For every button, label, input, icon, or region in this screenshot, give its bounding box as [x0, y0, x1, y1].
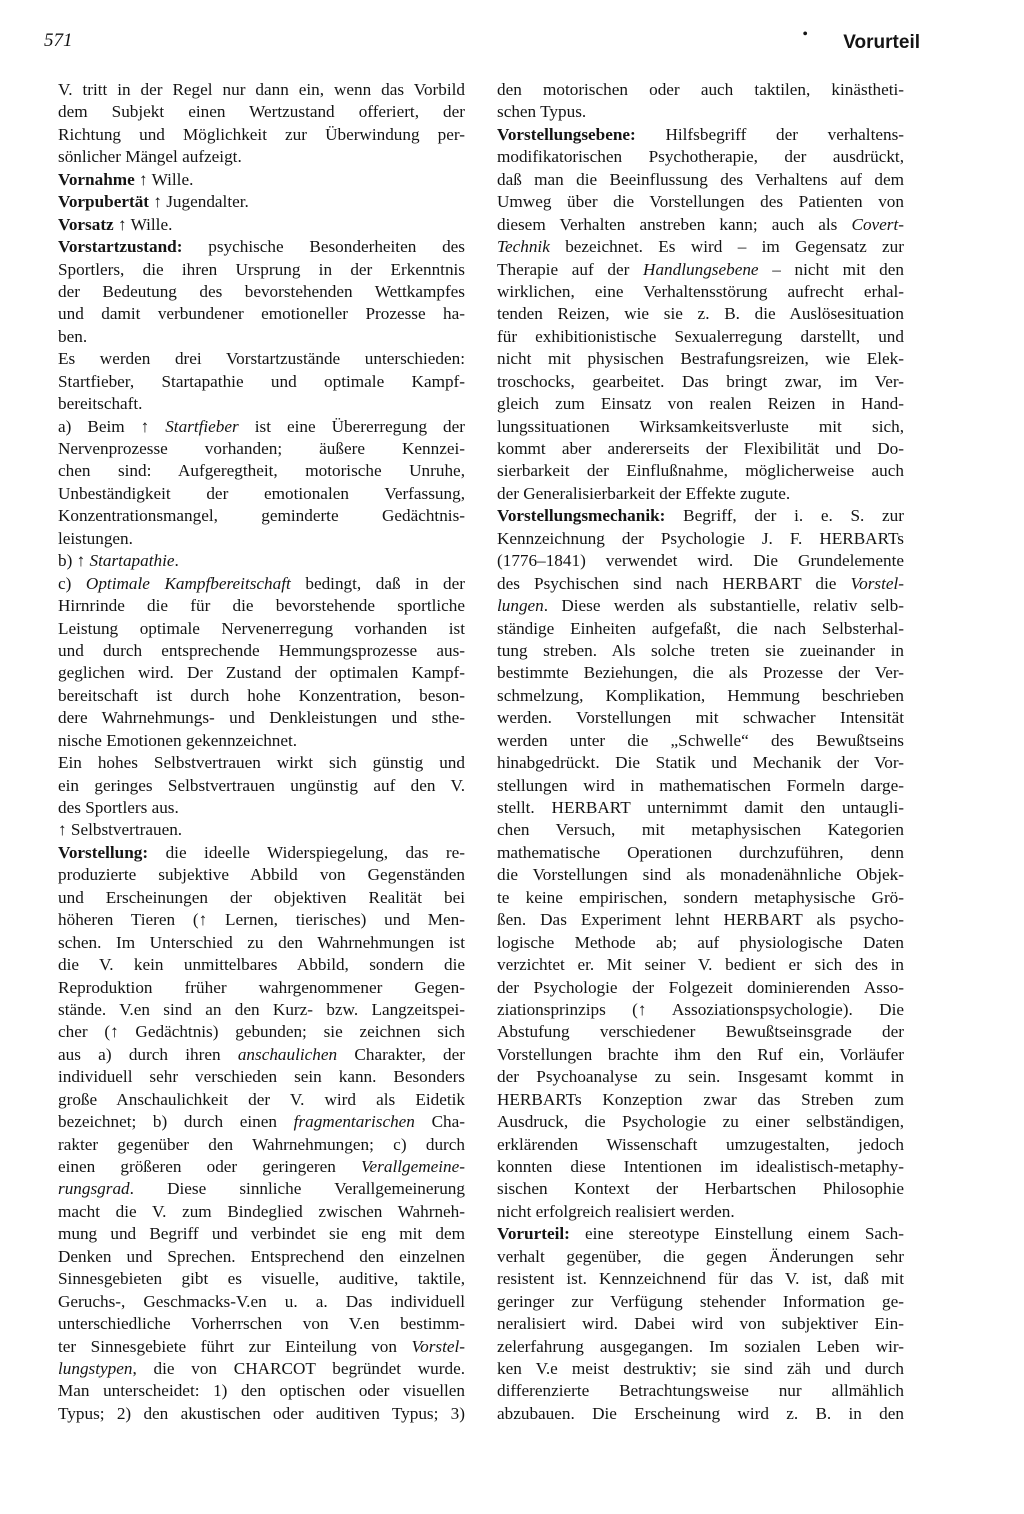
line-text: neralisiert wird. Dabei wird von subjektiver Ein- — [497, 1314, 904, 1334]
left-text-line — [58, 416, 465, 438]
left-text-line — [58, 1291, 465, 1313]
italic-term: Handlungsebene — [643, 259, 759, 279]
left-text-line — [58, 348, 465, 370]
line-text: stände. V.en sind an den Kurz- bzw. Langzeitspei- — [58, 999, 465, 1019]
right-text-line — [497, 640, 904, 662]
line-text: geringer zur Verfügung stehender Information ge- — [497, 1291, 904, 1311]
line-text: Konzentrationsmangel, geminderte Gedächtnis- — [58, 506, 465, 526]
line-text: des Psychischen sind nach HERBART die — [497, 573, 851, 593]
right-text-line — [497, 460, 904, 482]
line-text: Sinnesgebieten gibt es visuelle, auditive, taktile, — [58, 1269, 465, 1289]
italic-term: Technik — [497, 237, 550, 257]
line-text: c) — [58, 573, 86, 593]
right-text-line — [497, 371, 904, 393]
right-text-line — [497, 303, 904, 325]
line-text: differenzierte Betrachtungsweise nur allmählich — [497, 1381, 904, 1401]
line-text: die ideelle Widerspiegelung, das re- — [148, 842, 465, 862]
left-text-line — [58, 393, 465, 415]
line-text: ter Sinnesgebiete führt zur Einteilung von — [58, 1336, 412, 1356]
line-text: für exhibitionistische Sexualerregung darstellt, und — [497, 326, 904, 346]
line-text: einen größeren oder geringeren — [58, 1157, 361, 1176]
line-text: tung streben. Als solche treten sie zueinander in — [497, 640, 904, 660]
line-text: bedingt, daß in der — [290, 573, 465, 593]
left-text-line — [58, 1066, 465, 1088]
right-text-line — [497, 595, 904, 617]
left-text-line — [58, 954, 465, 976]
line-text: Cha- — [414, 1112, 465, 1132]
line-text: und damit verbundener emotioneller Prozesse ha- — [58, 304, 465, 324]
right-text-line — [497, 259, 904, 281]
line-text: troschocks, gearbeitet. Das bringt zwar, im Ver- — [497, 371, 904, 391]
left-text-line — [58, 460, 465, 482]
line-text: macht die V. zum Bindeglied zwischen Wahrneh- — [58, 1201, 465, 1221]
line-text: sönlicher Mängel aufzeigt. — [58, 147, 242, 167]
left-text-line — [58, 169, 465, 191]
right-text-line — [497, 954, 904, 976]
entry-headword: Vorurteil: — [497, 1224, 570, 1244]
line-text: ↑ Selbstvertrauen. — [58, 820, 183, 840]
italic-term: anschaulichen — [237, 1044, 338, 1064]
right-text-line — [497, 819, 904, 841]
line-text: bezeichnet; b) durch einen — [58, 1112, 294, 1132]
left-text-line — [58, 640, 465, 662]
right-text-line — [497, 685, 904, 707]
entry-headword: Vorstellung: — [58, 842, 149, 862]
line-text: individuell sehr verschieden sein kann. Besonders — [58, 1067, 465, 1087]
line-text: bezeichnet. Es wird – im Gegensatz zur — [549, 237, 904, 257]
right-text-line — [497, 281, 904, 303]
italic-term: Verallgemeine- — [360, 1157, 465, 1176]
line-text: modifikatorischen Psychotherapie, der ausdrückt, — [497, 147, 904, 167]
left-text-line — [58, 887, 465, 909]
line-text: ßen. Das Experiment lehnt HERBART als psycho- — [497, 910, 904, 930]
running-head: Vorurteil — [843, 32, 920, 53]
line-text: wirklichen, eine Verhaltensstörung aufrecht erhal- — [497, 281, 904, 301]
italic-term: Vorstel- — [411, 1336, 465, 1356]
right-text-line — [497, 618, 904, 640]
right-text-line — [497, 842, 904, 864]
left-text-line — [58, 909, 465, 931]
line-text: Leistung optimale Nervenerregung vorhanden ist — [58, 618, 465, 638]
line-text: ↑ Wille. — [134, 169, 194, 189]
left-text-line — [58, 707, 465, 729]
left-text-line — [58, 864, 465, 886]
left-text-line — [58, 1134, 465, 1156]
right-column — [497, 79, 904, 1425]
line-text: Hirnrinde die für die bevorstehende sportliche — [58, 596, 465, 616]
right-text-line — [497, 775, 904, 797]
line-text: Hilfsbegriff der verhaltens- — [635, 124, 904, 144]
line-text: schen. Im Unterschied zu den Wahrnehmungen ist — [58, 932, 465, 952]
right-text-line — [497, 1403, 904, 1425]
right-text-line — [497, 1358, 904, 1380]
line-text: . — [174, 551, 179, 571]
line-text: ein geringes Selbstvertrauen ungünstig auf den V. — [58, 775, 465, 795]
line-text: gleich zum Einsatz von realen Reizen in Hand- — [497, 394, 904, 414]
left-text-line — [58, 528, 465, 550]
line-text: chen Versuch, mit metaphysischen Kategorien — [497, 820, 904, 840]
line-text: sierbarkeit der Einflußnahme, möglicherweise auch — [497, 461, 904, 481]
line-text: bereitschaft ist durch hohe Konzentration, beson- — [58, 685, 465, 705]
line-text: ben. — [58, 326, 88, 346]
left-text-line — [58, 775, 465, 797]
entry-headword: Vorstellungsmechanik: — [497, 506, 666, 526]
right-text-line — [497, 573, 904, 595]
italic-term: lungstypen — [58, 1358, 133, 1378]
right-text-line — [497, 752, 904, 774]
right-text-line — [497, 932, 904, 954]
entry-headword: Vorpubertät — [58, 192, 150, 212]
left-text-line — [58, 191, 465, 213]
right-text-line — [497, 1021, 904, 1043]
left-text-line — [58, 259, 465, 281]
right-text-line — [497, 977, 904, 999]
right-text-line — [497, 438, 904, 460]
right-text-line — [497, 79, 904, 101]
right-text-line — [497, 550, 904, 572]
line-text: der Bedeutung des bevorstehenden Wettkampfes — [58, 281, 465, 301]
right-text-line — [497, 1044, 904, 1066]
left-text-line — [58, 1089, 465, 1111]
line-text: verhalt gegenüber, die gegen Änderungen sehr — [497, 1246, 904, 1266]
line-text: . Diese werden als substantielle, relativ selb- — [543, 596, 904, 616]
right-text-line — [497, 326, 904, 348]
line-text: verzichtet er. Mit seiner V. bedient er sich des in — [497, 955, 904, 975]
line-text: Charakter, der — [337, 1044, 465, 1064]
line-text: große Anschaulichkeit der V. wird als Eidetik — [58, 1089, 465, 1109]
line-text: bereitschaft. — [58, 394, 143, 414]
left-text-line — [58, 595, 465, 617]
left-text-line — [58, 1021, 465, 1043]
line-text: – nicht mit den — [758, 259, 904, 279]
right-text-line — [497, 864, 904, 886]
right-text-line — [497, 393, 904, 415]
left-text-line — [58, 1246, 465, 1268]
line-text: werden. Vorstellungen mit schwacher Intensität — [497, 708, 904, 728]
line-text: rakter gegenüber den Wahrnehmungen; c) durch — [58, 1134, 465, 1154]
line-text: bestimmte Beziehungen, die als Prozesse der Ver- — [497, 663, 904, 683]
left-text-line — [58, 1111, 465, 1133]
line-text: Begriff, der i. e. S. zur — [665, 506, 904, 526]
left-text-line — [58, 932, 465, 954]
line-text: werden unter die „Schwelle“ des Bewußtseins — [497, 730, 904, 750]
line-text: psychische Besonderheiten des — [182, 237, 465, 257]
line-text: höheren Tieren (↑ Lernen, tierisches) und Men- — [58, 910, 465, 930]
left-text-line — [58, 101, 465, 123]
left-text-line — [58, 438, 465, 460]
line-text: resistent ist. Kennzeichnend für das V. ist, daß mit — [497, 1269, 904, 1289]
left-text-line — [58, 146, 465, 168]
line-text: konnten diese Intentionen im idealistisch-metaphy- — [497, 1157, 904, 1176]
left-text-line — [58, 1223, 465, 1245]
left-text-line — [58, 303, 465, 325]
left-text-line — [58, 1313, 465, 1335]
line-text: cher (↑ Gedächtnis) gebunden; sie zeichnen sich — [58, 1022, 465, 1042]
page-header — [44, 26, 920, 60]
line-text: des Sportlers aus. — [58, 798, 179, 817]
right-text-line — [497, 1178, 904, 1200]
italic-term: fragmentarischen — [293, 1112, 415, 1132]
line-text: stellungen wird in mathematischen Formeln darge- — [497, 775, 904, 795]
left-text-line — [58, 730, 465, 752]
right-text-line — [497, 505, 904, 527]
line-text: ↑ Jugendalter. — [149, 192, 249, 212]
line-text: Sportlers, die ihren Ursprung in der Erkenntnis — [58, 259, 465, 279]
italic-term: Startapathie — [89, 551, 175, 571]
line-text: mathematische Operationen durchzuführen, denn — [497, 842, 904, 862]
left-text-line — [58, 752, 465, 774]
left-text-line — [58, 999, 465, 1021]
left-text-line — [58, 1380, 465, 1402]
line-text: Denken und Sprechen. Entsprechend den einzelnen — [58, 1246, 465, 1266]
line-text: Unbeständigkeit der emotionalen Verfassung, — [58, 483, 465, 503]
line-text: Geruchs-, Geschmacks-V.en u. a. Das individuell — [58, 1291, 465, 1311]
line-text: Richtung und Möglichkeit zur Überwindung per- — [58, 124, 465, 144]
line-text: Umweg über die Vorstellungen des Patienten von — [497, 192, 904, 212]
left-text-line — [58, 1268, 465, 1290]
line-text: leistungen. — [58, 528, 133, 548]
right-text-line — [497, 1246, 904, 1268]
left-text-line — [58, 662, 465, 684]
line-text: Nervenprozesse vorhanden; äußere Kennzei- — [58, 439, 465, 458]
right-text-line — [497, 1268, 904, 1290]
right-text-line — [497, 999, 904, 1021]
right-text-line — [497, 1291, 904, 1313]
line-text: V. tritt in der Regel nur dann ein, wenn das Vorbild — [58, 80, 465, 99]
header-bullet: • — [802, 26, 808, 43]
right-text-line — [497, 528, 904, 550]
right-text-line — [497, 1089, 904, 1111]
line-text: unterschiedliche Vorherrschen von V.en bestimm- — [58, 1314, 465, 1334]
left-text-line — [58, 550, 465, 572]
right-text-line — [497, 348, 904, 370]
right-text-line — [497, 797, 904, 819]
right-text-line — [497, 1134, 904, 1156]
line-text: Therapie auf der — [497, 259, 644, 279]
line-text: ken V.e meist destruktiv; sie sind zäh und durch — [497, 1358, 904, 1378]
italic-term: Startfieber — [165, 416, 239, 436]
line-text: geglichen wird. Der Zustand der optimalen Kampf- — [58, 663, 465, 683]
left-text-line — [58, 797, 465, 819]
line-text: ziationsprinzips (↑ Assoziationspsychologie). Die — [497, 999, 904, 1019]
line-text: Typus; 2) den akustischen oder auditiven Typus; 3) — [58, 1403, 465, 1423]
left-text-line — [58, 483, 465, 505]
line-text: und durch entsprechende Hemmungsprozesse aus- — [58, 640, 465, 660]
line-text: chen sind: Aufgeregtheit, motorische Unruhe, — [58, 461, 465, 481]
right-text-line — [497, 707, 904, 729]
line-text: erklärenden Wissenschaft umzugestalten, jedoch — [497, 1134, 904, 1154]
line-text: ↑ Wille. — [113, 214, 173, 234]
right-text-line — [497, 730, 904, 752]
left-text-line — [58, 977, 465, 999]
line-text: abzubauen. Die Erscheinung wird z. B. in den — [497, 1403, 904, 1423]
line-text: schmelzung, Komplikation, Hemmung beschrieben — [497, 685, 904, 705]
line-text: stellt. HERBART unternimmt damit den untaugli- — [497, 798, 904, 817]
right-text-line — [497, 124, 904, 146]
line-text: . Diese sinnliche Verallgemeinerung — [129, 1179, 465, 1199]
line-text: Es werden drei Vorstartzustände unterschieden: — [58, 349, 465, 369]
left-text-line — [58, 573, 465, 595]
right-text-line — [497, 1066, 904, 1088]
left-text-line — [58, 281, 465, 303]
left-text-line — [58, 618, 465, 640]
left-text-line — [58, 1044, 465, 1066]
entry-headword: Vorsatz — [58, 214, 114, 234]
left-text-line — [58, 371, 465, 393]
left-text-line — [58, 124, 465, 146]
right-text-line — [497, 169, 904, 191]
line-text: die Vorstellungen sind als monadenähnliche Objek- — [497, 865, 904, 885]
right-text-line — [497, 191, 904, 213]
line-text: Vorstellungen brachte ihm den Ruf ein, Vorläufer — [497, 1044, 904, 1064]
line-text: eine stereotype Einstellung einem Sach- — [569, 1224, 904, 1244]
line-text: a) Beim ↑ — [58, 416, 166, 436]
right-text-line — [497, 1380, 904, 1402]
line-text: der Psychologie der Folgezeit dominierenden Asso- — [497, 977, 904, 997]
right-text-line — [497, 1223, 904, 1245]
right-text-line — [497, 662, 904, 684]
left-text-line — [58, 842, 465, 864]
left-text-line — [58, 1178, 465, 1200]
line-text: produzierte subjektive Abbild von Gegenständen — [58, 865, 465, 885]
left-text-line — [58, 236, 465, 258]
entry-headword: Vorstartzustand: — [58, 237, 183, 257]
line-text: Man unterscheidet: 1) den optischen oder visuellen — [58, 1381, 465, 1401]
line-text: Startfieber, Startapathie und optimale Kampf- — [58, 371, 465, 391]
left-text-line — [58, 505, 465, 527]
line-text: diesem Verhalten anstreben kann; auch als — [497, 214, 852, 234]
right-text-line — [497, 1201, 904, 1223]
left-text-line — [58, 79, 465, 101]
line-text: die V. kein unmittelbares Abbild, sondern die — [58, 955, 465, 975]
right-text-line — [497, 1111, 904, 1133]
left-text-line — [58, 1201, 465, 1223]
line-text: b) ↑ — [58, 551, 90, 571]
line-text: schen Typus. — [497, 102, 587, 122]
entry-headword: Vornahme — [58, 169, 135, 189]
line-text: mung und Begriff und verbindet sie eng mit dem — [58, 1224, 465, 1244]
right-text-line — [497, 146, 904, 168]
line-text: lungssituationen Wirksamkeitsverluste mit sich, — [497, 416, 904, 436]
right-text-line — [497, 416, 904, 438]
right-text-line — [497, 1336, 904, 1358]
line-text: aus a) durch ihren — [58, 1044, 238, 1064]
line-text: HERBARTs Konzeption zwar das Streben zum — [497, 1089, 904, 1109]
left-text-line — [58, 819, 465, 841]
line-text: ständige Einheiten aufgefaßt, die nach Selbsterhal- — [497, 618, 904, 638]
page-number: 571 — [44, 30, 73, 51]
left-text-line — [58, 1156, 465, 1178]
left-text-line — [58, 685, 465, 707]
line-text: te keine empirischen, sondern metaphysische Grö- — [497, 887, 904, 907]
line-text: Kennzeichnung der Psychologie J. F. HERBARTs — [497, 528, 904, 548]
italic-term: Optimale Kampfbereitschaft — [85, 573, 291, 593]
italic-term: Vorstel- — [850, 573, 904, 593]
line-text: der Generalisierbarkeit der Effekte zugute. — [497, 483, 791, 503]
line-text: sischen Kontext der Herbartschen Philosophie — [497, 1179, 904, 1199]
line-text: ist eine Übererregung der — [238, 416, 465, 436]
line-text: Reproduktion früher wahrgenommener Gegen- — [58, 977, 465, 997]
right-text-line — [497, 1313, 904, 1335]
italic-term: Covert- — [851, 214, 904, 234]
line-text: kommt aber andererseits der Flexibilität und Do- — [497, 439, 904, 458]
right-text-line — [497, 214, 904, 236]
left-text-line — [58, 326, 465, 348]
entry-headword: Vorstellungsebene: — [497, 124, 636, 144]
left-text-line — [58, 1358, 465, 1380]
line-text: nische Emotionen gekennzeichnet. — [58, 730, 298, 750]
left-text-line — [58, 1403, 465, 1425]
left-column — [58, 79, 465, 1425]
line-text: nicht mit physischen Bestrafungsreizen, wie Elek- — [497, 349, 904, 369]
right-text-line — [497, 1156, 904, 1178]
right-text-line — [497, 483, 904, 505]
line-text: Abstufung verschiedener Bewußtseinsgrade der — [497, 1022, 904, 1042]
line-text: Ausdruck, die Psychologie zu einer selbständigen, — [497, 1112, 904, 1132]
line-text: nicht erfolgreich realisiert werden. — [497, 1201, 735, 1221]
line-text: den motorischen oder auch taktilen, kinästheti- — [497, 80, 904, 99]
line-text: der Psychoanalyse zu sein. Insgesamt kommt in — [497, 1067, 904, 1087]
line-text: logische Methode ab; auf physiologische Daten — [497, 932, 904, 952]
line-text: zelerfahrung ausgegangen. Im sozialen Leben wir- — [497, 1336, 904, 1356]
right-text-line — [497, 236, 904, 258]
line-text: , die von CHARCOT begründet wurde. — [132, 1358, 465, 1378]
left-text-line — [58, 214, 465, 236]
left-text-line — [58, 1336, 465, 1358]
right-text-line — [497, 887, 904, 909]
line-text: tenden Reizen, wie sie z. B. die Auslösesituation — [497, 304, 904, 324]
line-text: dem Subjekt einen Wertzustand offeriert, der — [58, 102, 465, 122]
line-text: und Erscheinungen der objektiven Realität bei — [58, 887, 465, 907]
line-text: dere Wahrnehmungs- und Denkleistungen und sthe- — [58, 708, 465, 728]
right-text-line — [497, 101, 904, 123]
line-text: hinabgedrückt. Die Statik und Mechanik der Vor- — [497, 753, 904, 773]
italic-term: rungsgrad — [58, 1179, 130, 1199]
line-text: (1776–1841) verwendet wird. Die Grundelemente — [497, 551, 904, 571]
italic-term: lungen — [497, 596, 544, 616]
line-text: daß man die Beeinflussung des Verhaltens auf dem — [497, 169, 904, 189]
right-text-line — [497, 909, 904, 931]
line-text: Ein hohes Selbstvertrauen wirkt sich günstig und — [58, 753, 465, 773]
